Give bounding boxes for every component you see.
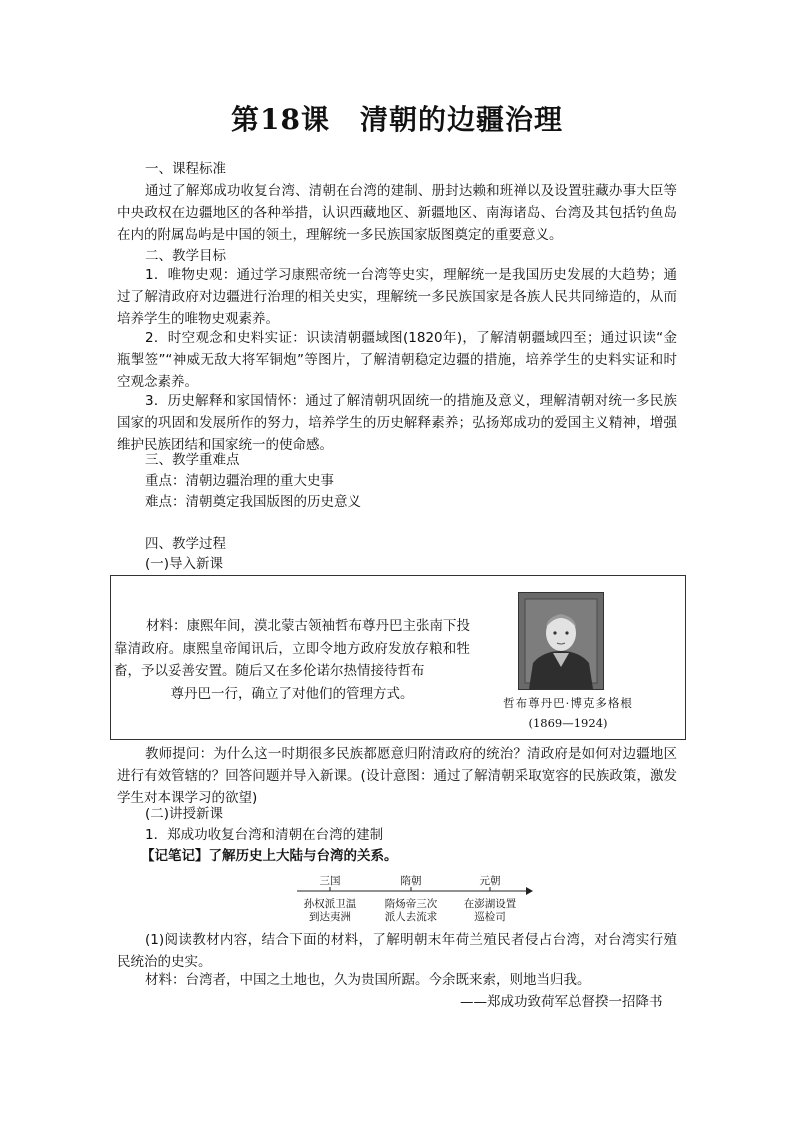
timeline-event-3-line2: 巡检司 [474,911,506,923]
difficult-point: 难点：清朝奠定我国版图的历史意义 [145,494,361,510]
subsection-new-lesson: (二)讲授新课 [145,806,224,822]
goal-item-3: 3．历史解释和家国情怀：通过了解清朝巩固统一的措施及意义，理解清朝对统一多民族国家的巩固和发展所作的努力，培养学生的历史解释素养；弘扬郑成功的爱国主义精神，增强维护民族团结和国家统一的使命感。 [117,393,677,453]
note-heading: 【记笔记】了解历史上大陆与台湾的关系。 [141,848,398,864]
lesson-name: 清朝的边疆治理 [359,103,563,136]
section-heading-process: 四、教学过程 [145,536,226,552]
portrait-image [518,592,604,690]
page-title [0,98,794,138]
question-text: 为什么这一时期很多民族都愿意归附清政府的统治？清政府是如何对边疆地区进行有效管辖的？回答问题并导入新课。(设计意图：通过了解清朝采取宽容的民族政策，激发学生对本课学习的欲望) [117,746,678,806]
timeline-era-1: 三国 [319,875,341,887]
lesson-number: 第18课 [231,103,330,136]
section-heading-standards: 一、课程标准 [145,161,226,177]
timeline-era-2: 隋朝 [400,875,422,887]
material-box [110,575,686,740]
timeline-event-2-line1: 隋炀帝三次 [384,898,438,910]
portrait-figure [519,593,603,689]
reading-instruction: (1)阅读教材内容，结合下面的材料，了解明朝末年荷兰殖民者侵占台湾，对台湾实行殖民统治的史实。 [117,932,677,970]
reading-material: 材料：台湾者，中国之土地也，久为贵国所踞。今余既来索，则地当归我。 [145,972,591,988]
section-heading-goals: 二、教学目标 [145,248,226,264]
timeline-event-2-line2: 派人去流求 [384,911,438,923]
timeline-era-3: 元朝 [479,875,501,887]
material-source: ——郑成功致荷军总督揆一招降书 [460,994,663,1010]
timeline-event-3-line1: 在澎湖设置 [463,898,517,910]
teacher-question [117,743,677,809]
material-text [114,615,470,705]
timeline-event-1-line2: 到达夷洲 [309,911,351,923]
key-point: 重点：清朝边疆治理的重大史事 [145,473,334,489]
question-label: 教师提问： [145,746,214,762]
section-heading-keypoints: 三、教学重难点 [145,452,240,468]
goal-item-1: 1．唯物史观：通过学习康熙帝统一台湾等史实，理解统一是我国历史发展的大趋势；通过了解清政府对边疆进行治理的相关史实，理解统一多民族国家是各族人民共同缔造的，从而培养学生的唯物史观素养。 [117,267,677,327]
material-text-last: 尊丹巴一行，确立了对他们的管理方式。 [170,685,414,702]
topic-heading-1: 1．郑成功收复台湾和清朝在台湾的建制 [145,827,384,843]
goal-item-2: 2．时空观念和史料实证：识读清朝疆域图(1820年)，了解清朝疆域四至；通过识读“金瓶掣签”“神威无敌大将军铜炮”等图片，了解清朝稳定边疆的措施，培养学生的史料实证和时空观念素养。 [117,330,677,390]
standards-paragraph: 通过了解郑成功收复台湾、清朝在台湾的建制、册封达赖和班禅以及设置驻藏办事大臣等中央政权在边疆地区的各种举措，认识西藏地区、新疆地区、南海诸岛、台湾及其包括钓鱼岛在内的附属岛屿是中国的领土，理解统一多民族国家版图奠定的重要意义。 [117,183,677,243]
subsection-intro: (一)导入新课 [145,556,224,572]
material-text-main: 材料：康熙年间，漠北蒙古领袖哲布尊丹巴主张南下投靠清政府。康熙皇帝闻讯后，立即令地方政府发放存粮和牲畜，予以妥善安置。随后又在多伦诺尔热情接待哲布 [114,618,470,679]
portrait-caption-years: (1869—1924) [528,716,608,730]
timeline-event-1-line1: 孙权派卫温 [303,898,357,910]
portrait-caption-name: 哲布尊丹巴·博克多格根 [503,696,633,710]
